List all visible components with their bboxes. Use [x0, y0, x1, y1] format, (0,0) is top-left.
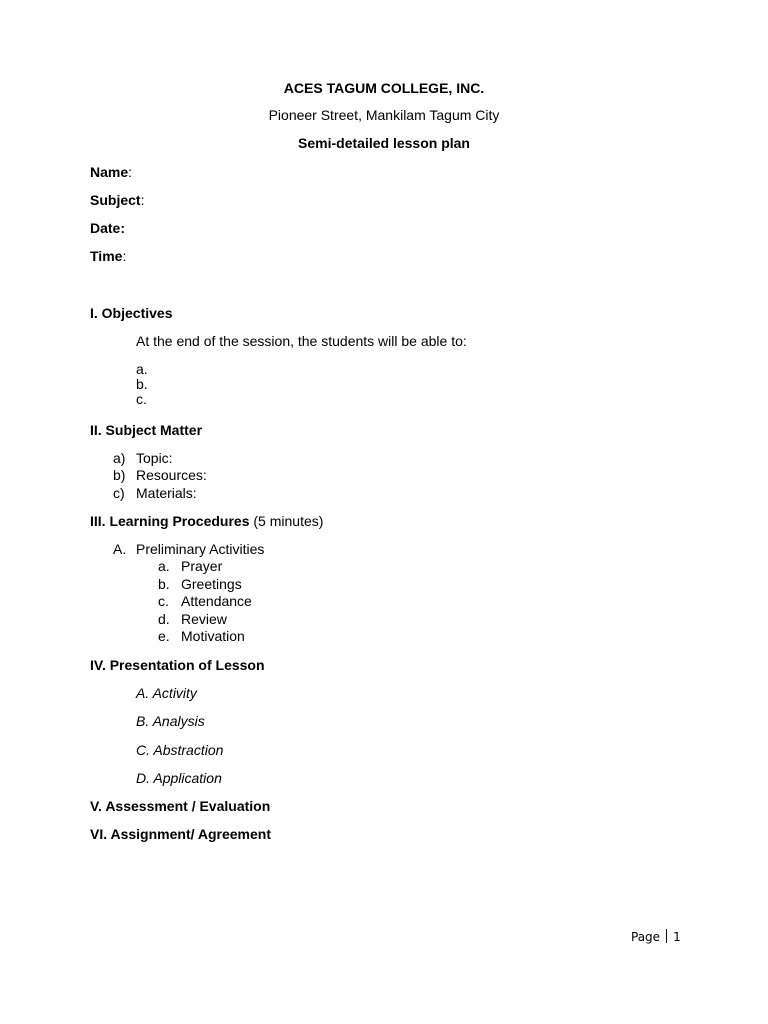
date-label: Date: [90, 220, 126, 236]
name-colon: : [128, 164, 133, 180]
subject-label: Subject [90, 192, 141, 208]
presentation-item: A. Activity [136, 685, 197, 701]
procedures-duration: (5 minutes) [249, 513, 324, 529]
document-title: Semi-detailed lesson plan [298, 135, 470, 151]
school-name: ACES TAGUM COLLEGE, INC. [283, 80, 485, 96]
subject-colon: : [140, 192, 145, 208]
presentation-heading: IV. Presentation of Lesson [90, 657, 265, 673]
procedure-marker: b. [158, 576, 170, 592]
objectives-intro: At the end of the session, the students will be able to: [136, 333, 467, 349]
subject-matter-marker: b) [113, 467, 126, 483]
subject-matter-heading: II. Subject Matter [90, 422, 203, 438]
procedure-item: Review [181, 611, 227, 627]
objective-item: a. [136, 361, 148, 377]
school-address: Pioneer Street, Mankilam Tagum City [268, 107, 500, 123]
subject-matter-item: Topic: [136, 450, 173, 466]
procedure-item: Prayer [181, 558, 223, 574]
procedures-heading: III. Learning Procedures [90, 513, 250, 529]
procedure-marker: c. [158, 593, 169, 609]
page-label: Page [631, 930, 661, 944]
subject-matter-item: Resources: [136, 467, 207, 483]
procedures-heading-line [90, 513, 323, 529]
objective-item: c. [136, 391, 147, 407]
objective-item: b. [136, 376, 148, 392]
procedure-marker: a. [158, 558, 170, 574]
page-number-value: 1 [673, 930, 681, 944]
procedure-marker: e. [158, 628, 170, 644]
presentation-item: C. Abstraction [136, 742, 224, 758]
procedure-marker: d. [158, 611, 170, 627]
procedure-item: Attendance [181, 593, 252, 609]
time-colon: : [122, 248, 127, 264]
time-field [90, 248, 126, 264]
presentation-item: B. Analysis [136, 713, 205, 729]
procedure-item: Motivation [181, 628, 245, 644]
subject-field [90, 192, 144, 208]
procedure-item: Greetings [181, 576, 242, 592]
procedures-section-title: Preliminary Activities [136, 541, 265, 557]
name-label: Name [90, 164, 129, 180]
subject-matter-marker: a) [113, 450, 126, 466]
page-number [631, 929, 681, 945]
subject-matter-marker: c) [113, 485, 125, 501]
page-separator [666, 929, 667, 943]
presentation-item: D. Application [136, 770, 222, 786]
assignment-heading: VI. Assignment/ Agreement [90, 826, 272, 842]
subject-matter-item: Materials: [136, 485, 197, 501]
name-field [90, 164, 132, 180]
time-label: Time [90, 248, 123, 264]
objectives-heading: I. Objectives [90, 305, 173, 321]
assessment-heading: V. Assessment / Evaluation [90, 798, 271, 814]
procedures-section-marker: A. [113, 541, 127, 557]
